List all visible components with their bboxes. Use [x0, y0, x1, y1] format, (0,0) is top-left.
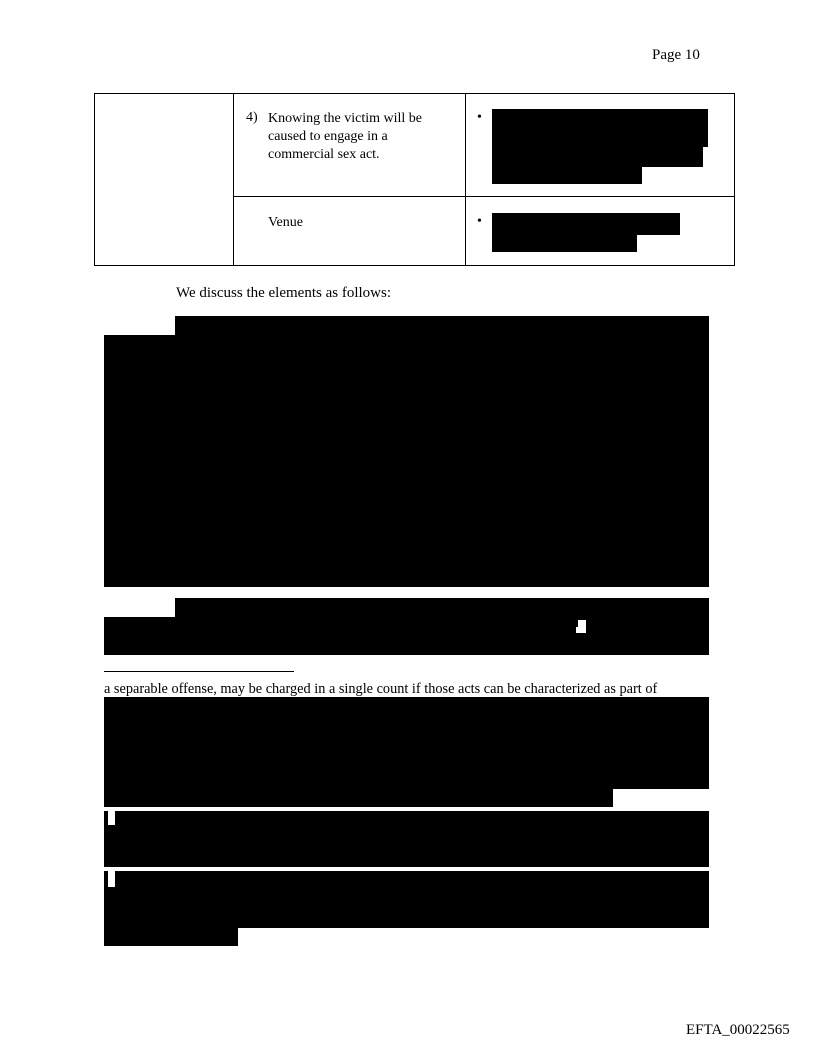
table-column-divider-1 — [233, 93, 234, 266]
table-border-right — [734, 93, 735, 266]
element-text-line: Knowing the victim will be — [268, 111, 422, 126]
table-border-bottom — [94, 265, 735, 266]
element-text-line: commercial sex act. — [268, 147, 380, 162]
redaction-block — [175, 598, 709, 617]
redaction-block — [570, 620, 578, 627]
redaction-gap — [108, 811, 115, 825]
redaction-block — [492, 147, 703, 167]
redaction-block — [492, 213, 680, 235]
bullet-marker: • — [477, 214, 482, 229]
redaction-block — [492, 109, 708, 147]
table-border-top — [94, 93, 735, 94]
footnote-separator — [104, 671, 294, 672]
redaction-block — [104, 789, 613, 807]
redaction-block — [104, 811, 709, 867]
intro-paragraph: We discuss the elements as follows: — [176, 285, 392, 301]
table-row-divider — [233, 196, 735, 197]
redaction-block — [104, 617, 709, 655]
element-text-line: Venue — [268, 215, 303, 230]
redaction-block — [104, 871, 709, 928]
table-column-divider-2 — [465, 93, 466, 266]
page-number: Page 10 — [652, 47, 700, 63]
element-text-line: caused to engage in a — [268, 129, 388, 144]
element-number: 4) — [246, 110, 258, 125]
bates-number: EFTA_00022565 — [686, 1022, 790, 1038]
bullet-marker: • — [477, 110, 482, 125]
redaction-block — [104, 697, 709, 789]
redaction-block — [492, 235, 637, 252]
table-border-left — [94, 93, 95, 266]
redaction-block — [104, 928, 238, 946]
redaction-block — [492, 167, 642, 184]
redaction-gap — [108, 871, 115, 887]
redaction-block — [104, 335, 709, 587]
redaction-block — [175, 316, 709, 335]
footnote-text: a separable offense, may be charged in a single count if those acts can be characterized as part of — [104, 681, 658, 697]
